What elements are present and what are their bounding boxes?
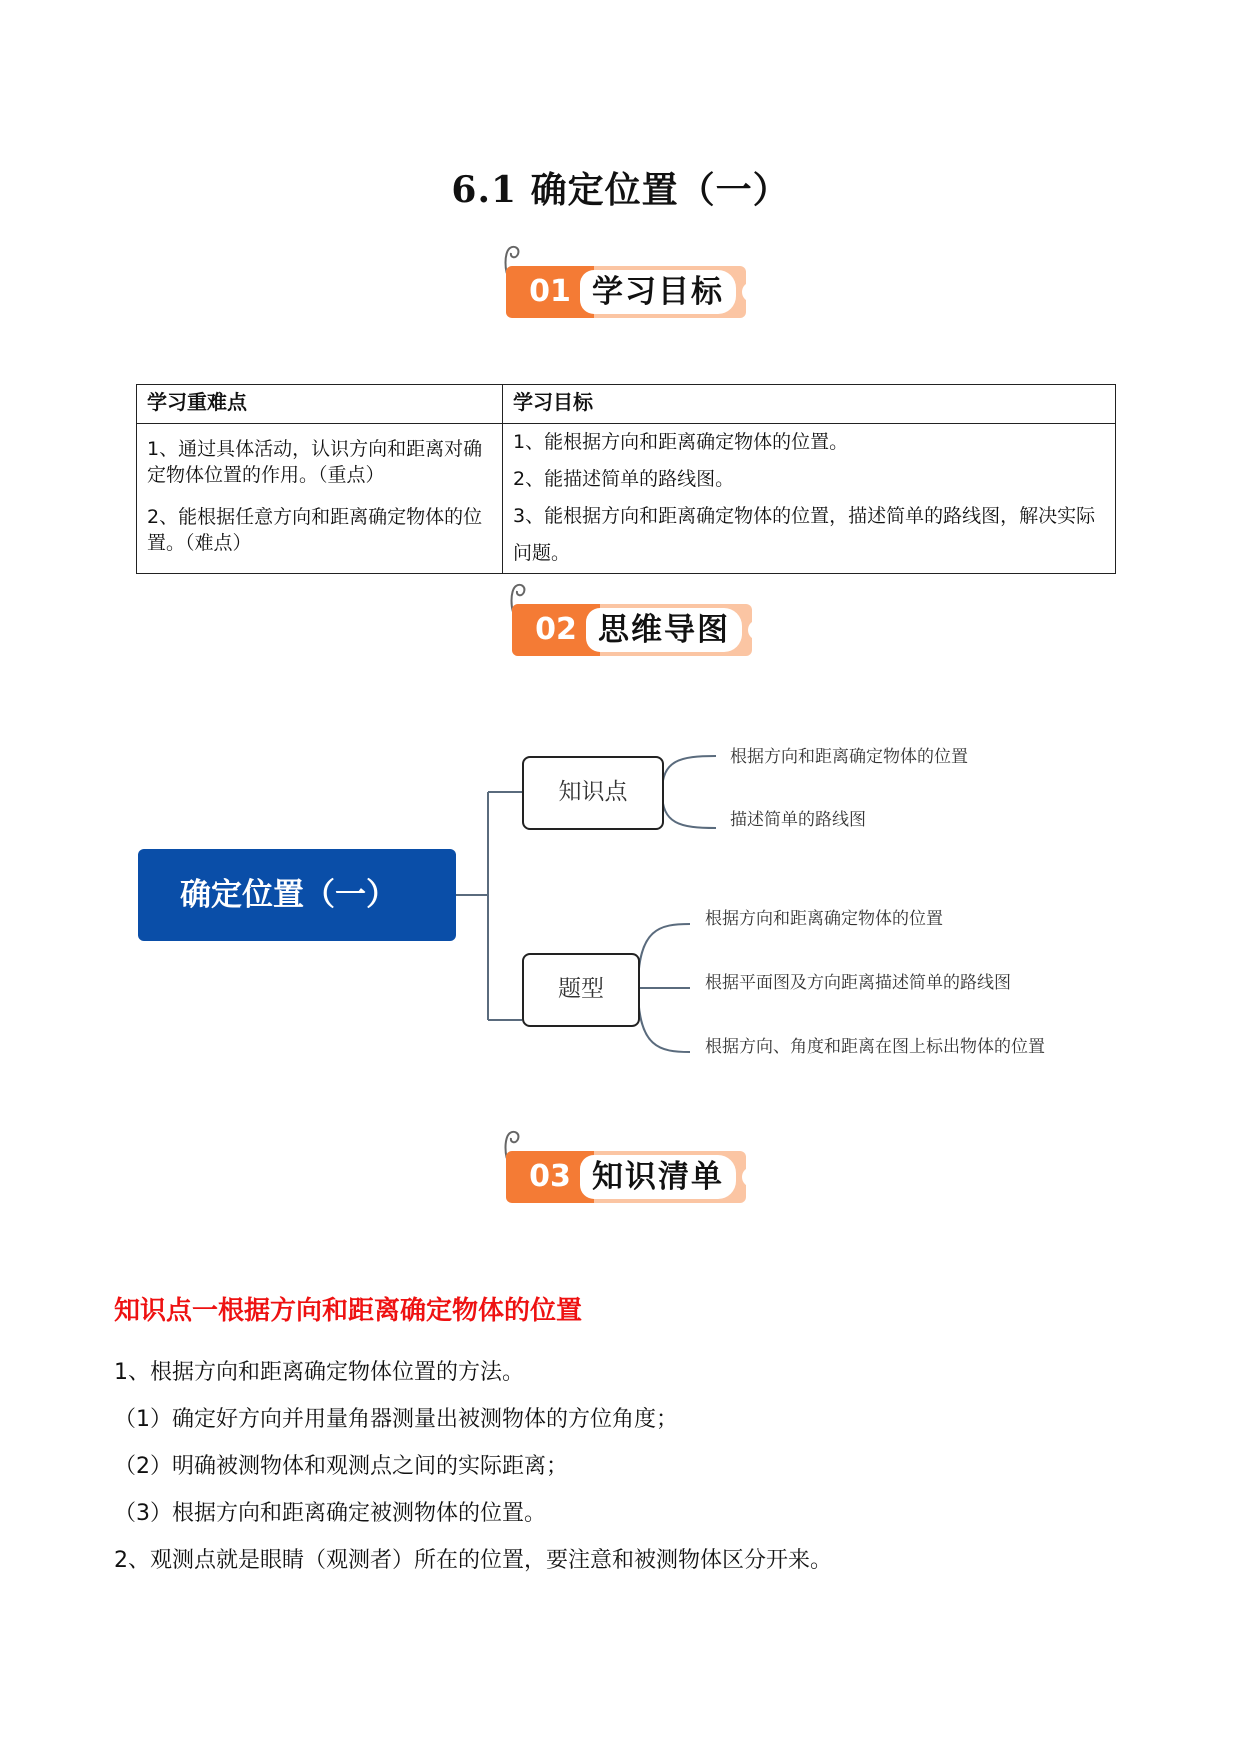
key-points-cell	[137, 424, 503, 574]
table-row	[137, 424, 1116, 574]
section-badge-02	[512, 592, 757, 656]
leaf-item: 根据方向和距离确定物体的位置	[705, 909, 943, 929]
knowledge-line: 1、根据方向和距离确定物体位置的方法。	[114, 1360, 524, 1385]
branch-node-knowledge: 知识点	[522, 756, 664, 830]
badge-label: 知识清单	[580, 1155, 736, 1199]
mind-map-root: 确定位置（一）	[138, 849, 456, 941]
goal-item: 3、能根据方向和距离确定物体的位置，描述简单的路线图，解决实际问题。	[513, 505, 1096, 564]
section-badge-03	[506, 1139, 751, 1203]
goal-item: 2、能描述简单的路线图。	[513, 468, 735, 490]
knowledge-line: （1）确定好方向并用量角器测量出被测物体的方位角度；	[114, 1407, 678, 1432]
badge-label: 学习目标	[580, 270, 736, 314]
table-header-row	[137, 385, 1116, 424]
knowledge-line: 2、观测点就是眼睛（观测者）所在的位置，要注意和被测物体区分开来。	[114, 1548, 832, 1573]
branch-node-question-types: 题型	[522, 953, 640, 1027]
leaf-item: 根据平面图及方向距离描述简单的路线图	[705, 973, 1011, 993]
knowledge-line: （3）根据方向和距离确定被测物体的位置。	[114, 1501, 546, 1526]
table-header: 学习重难点	[137, 385, 503, 424]
goals-cell	[503, 424, 1116, 574]
learning-goals-table	[136, 384, 1116, 574]
leaf-item: 描述简单的路线图	[730, 810, 866, 830]
page-title: 6.1 确定位置（一）	[451, 169, 790, 211]
badge-number: 02	[512, 604, 600, 656]
goal-item: 1、能根据方向和距离确定物体的位置。	[513, 431, 849, 453]
leaf-item: 根据方向和距离确定物体的位置	[730, 747, 968, 767]
key-point-item: 2、能根据任意方向和距离确定物体的位置。（难点）	[147, 506, 483, 554]
knowledge-line: （2）明确被测物体和观测点之间的实际距离；	[114, 1454, 568, 1479]
mind-map	[0, 720, 1241, 1100]
badge-number: 03	[506, 1151, 594, 1203]
knowledge-point-heading: 知识点一根据方向和距离确定物体的位置	[114, 1296, 583, 1326]
table-header: 学习目标	[503, 385, 1116, 424]
badge-number: 01	[506, 266, 594, 318]
leaf-item: 根据方向、角度和距离在图上标出物体的位置	[705, 1037, 1045, 1057]
key-point-item: 1、通过具体活动，认识方向和距离对确定物体位置的作用。（重点）	[147, 438, 483, 486]
badge-label: 思维导图	[586, 608, 742, 652]
section-badge-01	[506, 254, 751, 318]
